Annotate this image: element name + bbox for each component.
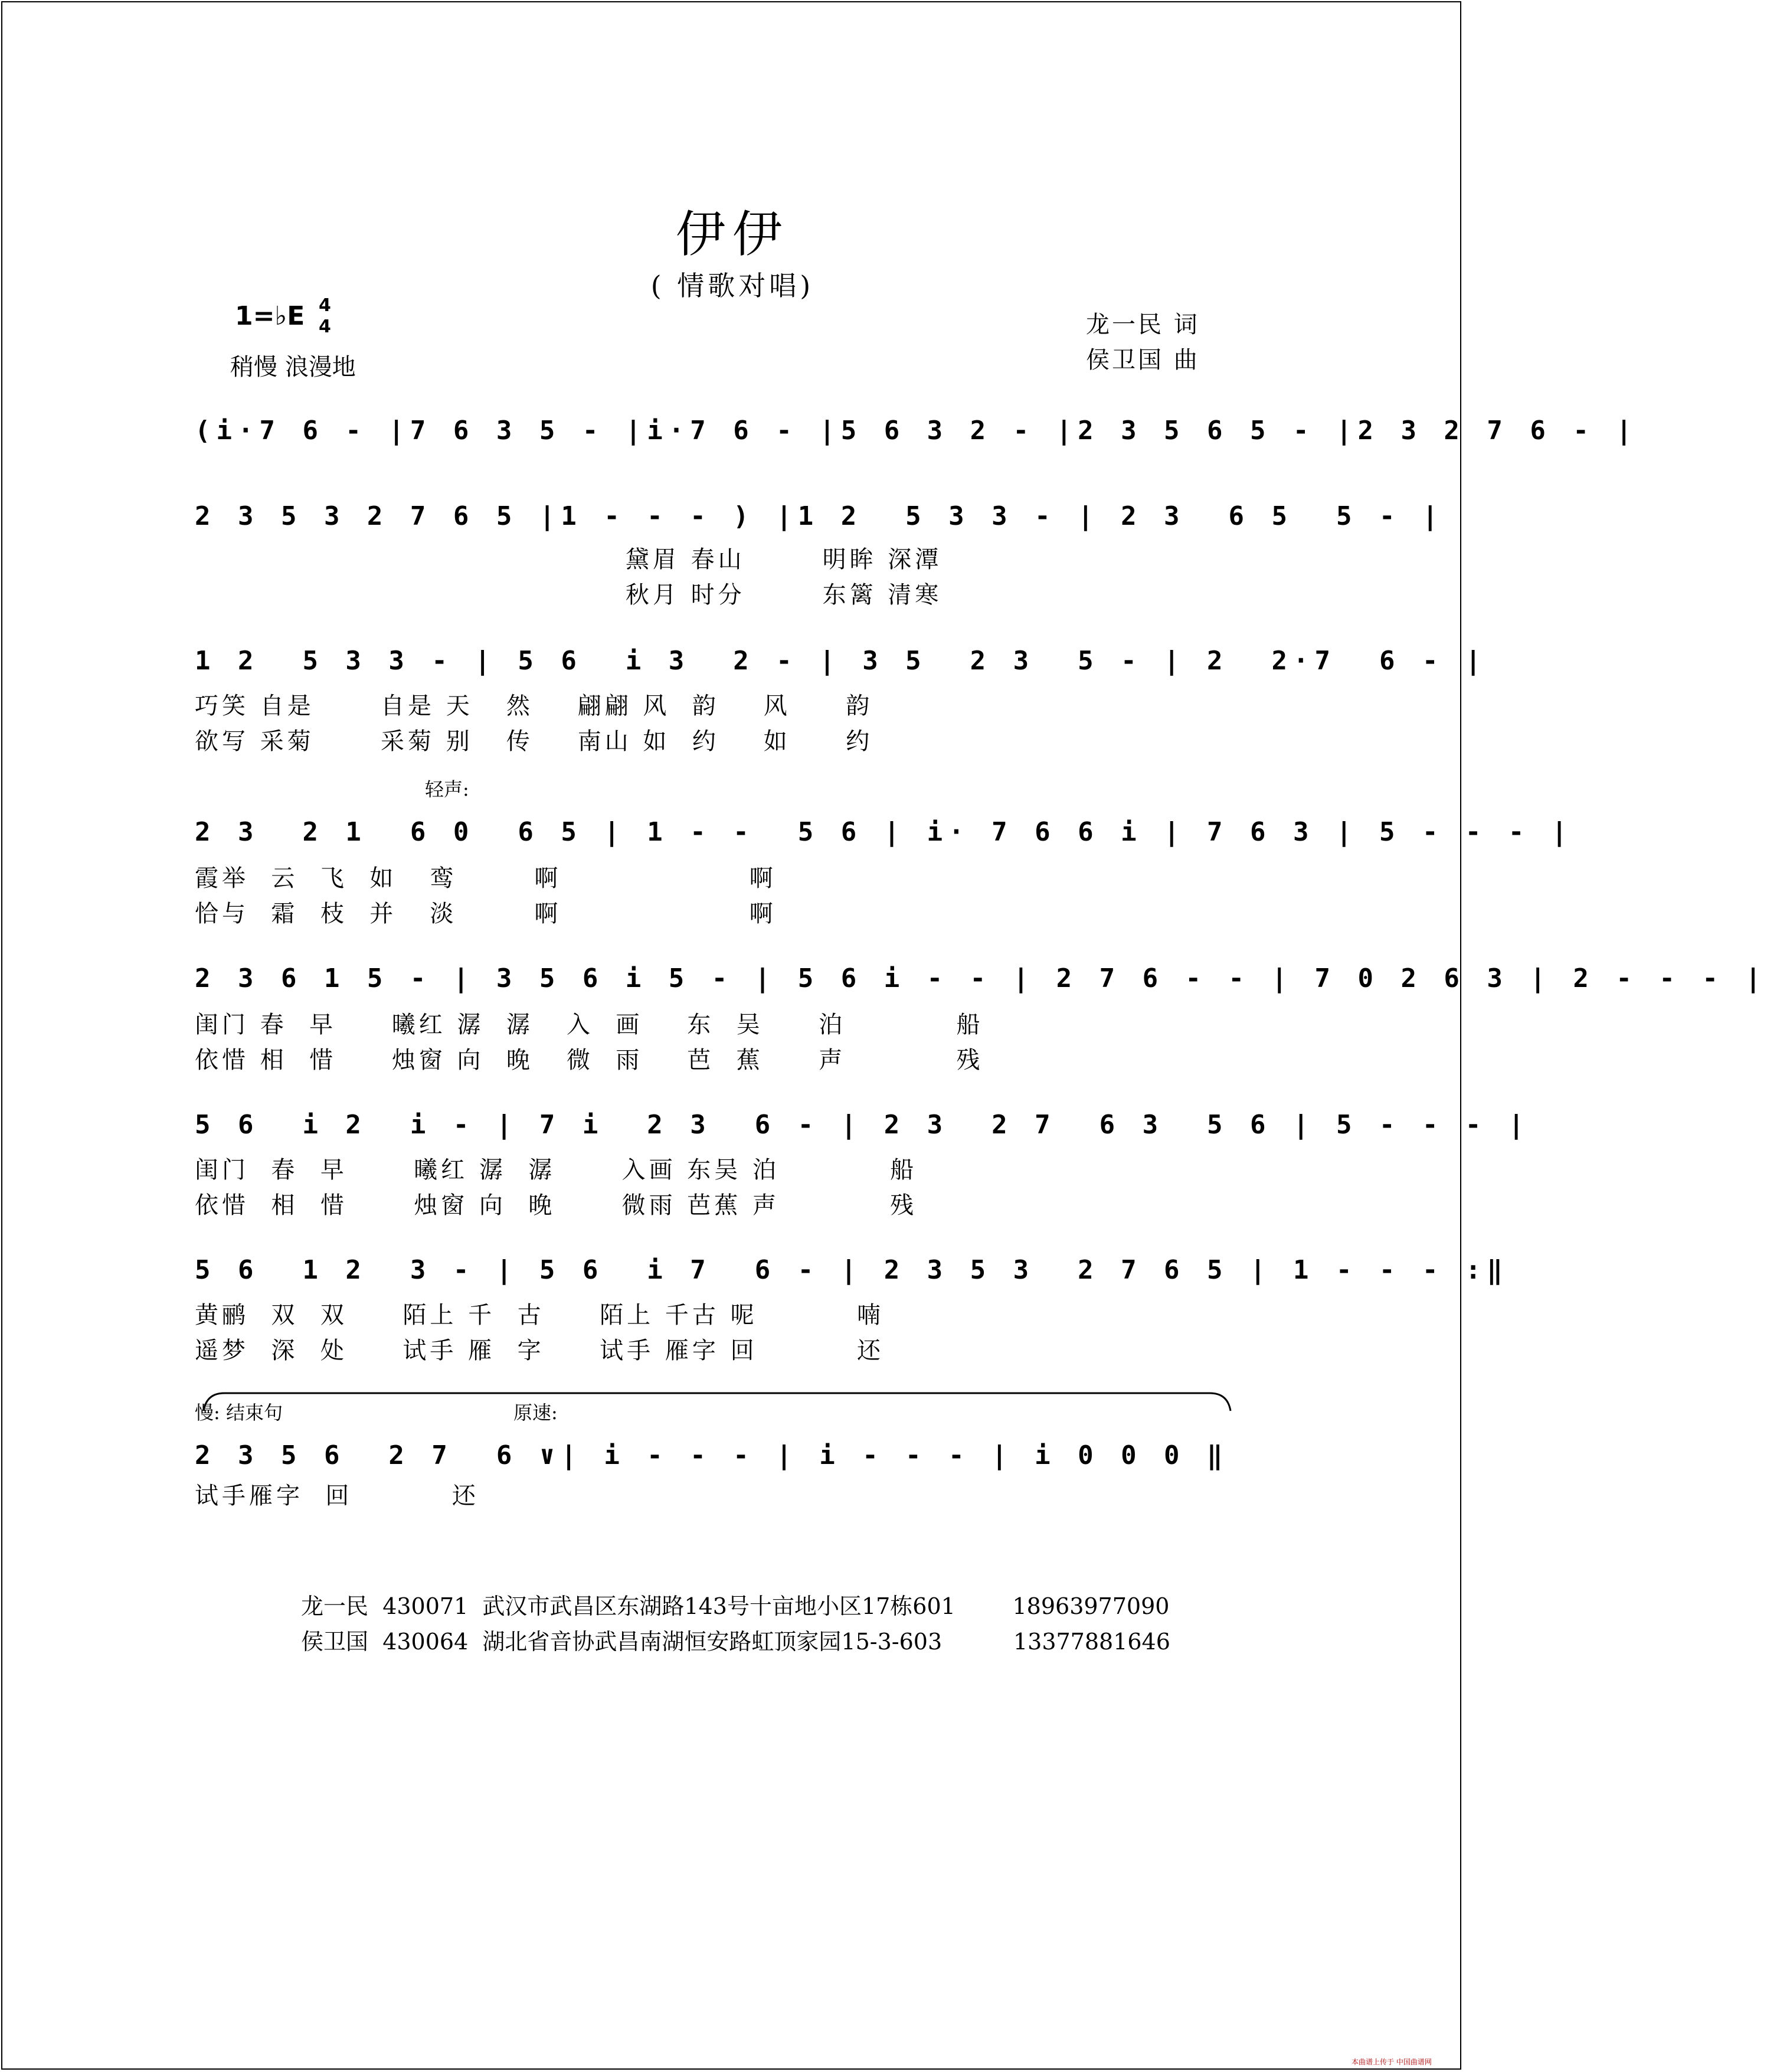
lyric-line: 黛眉 春山 明眸 深潭: [195, 546, 943, 573]
slow-ending-annotation: 慢: 结束句: [195, 1401, 283, 1424]
lyric-line: 依惜 相 惜 烛窗 向 晚 微 雨 芭 蕉 声 残: [195, 1047, 984, 1074]
notation-line: 1 2 5 3 3 - | 5 6 i 3 2 - | 3 5 2 3 5 - | 2 2·7 6 - |: [195, 646, 1487, 676]
score-system-7: [195, 1253, 1509, 1294]
site-watermark: 本曲谱上传于 中国曲谱网: [1352, 2058, 1432, 2066]
lyric-line: 闺门 春 早 曦红 潺 潺 入画 东吴 泊 船: [195, 1156, 918, 1184]
original-speed-annotation: 原速:: [513, 1401, 558, 1424]
contact-postcode: 430064: [382, 1629, 469, 1655]
score-system-8: [195, 1438, 1245, 1479]
meter-top: 4: [319, 295, 331, 316]
contact-name: 侯卫国: [301, 1629, 369, 1655]
lyric-line: 遥梦 深 处 试手 雁 字 试手 雁字 回 还: [195, 1337, 885, 1364]
score-system-1: [195, 413, 1638, 455]
notation-line: 5 6 i 2 i - | 7 i 2 3 6 - | 2 3 2 7 6 3 5 6 | 5 - - - |: [195, 1110, 1530, 1140]
composer-credit: 侯卫国 曲: [1086, 347, 1200, 374]
lyricist-credit: 龙一民 词: [1086, 311, 1200, 338]
song-subtitle: ( 情歌对唱): [650, 270, 814, 302]
notation-line: 5 6 1 2 3 - | 5 6 i 7 6 - | 2 3 5 3 2 7 6 5 | 1 - - - :‖: [195, 1255, 1509, 1285]
lyric-line: 霞举 云 飞 如 鸾 啊 啊: [195, 865, 777, 892]
key-signature: 1=♭E: [235, 301, 305, 331]
contact-line-lyricist: [301, 1588, 1169, 1620]
time-signature: [319, 295, 331, 338]
notation-line: 2 3 5 3 2 7 6 5 |1 - - - ) |1 2 5 3 3 - | 2 3 6 5 5 - |: [195, 501, 1444, 531]
score-system-3: [195, 643, 1487, 685]
meter-bottom: 4: [319, 316, 331, 337]
contact-postcode: 430071: [382, 1593, 469, 1619]
lyric-line: 欲写 采菊 采菊 别 传 南山 如 约 如 约: [195, 728, 873, 755]
score-system-2: [195, 499, 1444, 540]
lyric-line: 巧笑 自是 自是 天 然 翩翩 风 韵 风 韵: [195, 692, 873, 720]
contact-phone: 18963977090: [1012, 1593, 1170, 1619]
lyric-line: 试手雁字 回 还: [195, 1482, 479, 1509]
lyric-line: 秋月 时分 东篱 清寒: [195, 581, 943, 609]
lyric-line: 闺门 春 早 曦红 潺 潺 入 画 东 吴 泊 船: [195, 1011, 984, 1038]
lyric-line: 恰与 霜 枝 并 淡 啊 啊: [195, 900, 777, 927]
notation-line: 2 3 2 1 6 0 6 5 | 1 - - 5 6 | i· 7 6 6 i | 7 6 3 | 5 - - - |: [195, 817, 1573, 847]
lyric-line: 黄鹂 双 双 陌上 千 古 陌上 千古 呢 喃: [195, 1302, 885, 1329]
score-system-5: [195, 961, 1767, 1002]
contact-address: 武汉市武昌区东湖路143号十亩地小区17栋601: [482, 1593, 956, 1619]
notation-line: (i·7 6 - |7 6 3 5 - |i·7 6 - |5 6 3 2 - |2 3 5 6 5 - |2 3 2 7 6 - |: [195, 416, 1638, 446]
score-system-4: [195, 815, 1573, 856]
contact-line-composer: [301, 1623, 1170, 1656]
contact-name: 龙一民: [301, 1593, 369, 1619]
soft-voice-annotation: 轻声:: [425, 778, 469, 800]
notation-line: 2 3 5 6 2 7 6 ∨| i - - - | i - - - | i 0 0 0 ‖: [195, 1440, 1229, 1470]
score-system-6: [195, 1107, 1530, 1149]
tempo-marking: 稍慢 浪漫地: [230, 354, 356, 381]
contact-phone: 13377881646: [1013, 1629, 1170, 1655]
song-title: 伊伊: [675, 205, 789, 263]
contact-address: 湖北省音协武昌南湖恒安路虹顶家园15-3-603: [482, 1629, 943, 1655]
lyric-line: 依惜 相 惜 烛窗 向 晚 微雨 芭蕉 声 残: [195, 1192, 918, 1219]
phrase-slur: [201, 1390, 1233, 1414]
notation-line: 2 3 6 1 5 - | 3 5 6 i 5 - | 5 6 i - - | 2 7 6 - - | 7 0 2 6 3 | 2 - - - |: [195, 963, 1767, 993]
